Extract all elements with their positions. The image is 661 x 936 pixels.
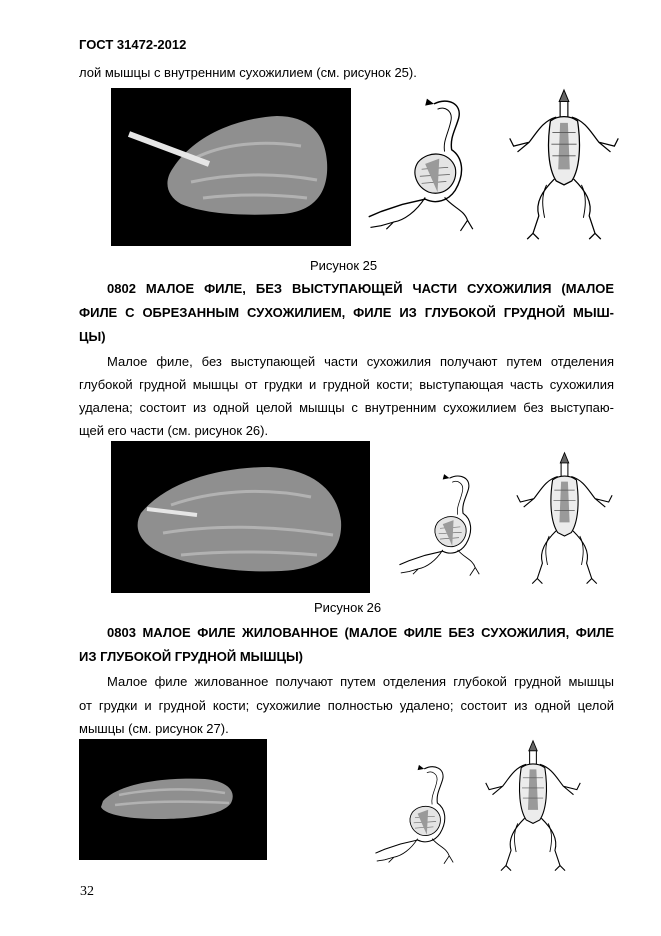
section-0802-title-line-2: ФИЛЕ С ОБРЕЗАННЫМ СУХОЖИЛИЕМ, ФИЛЕ ИЗ ГЛУБОКОЙ ГРУДНОЙ МЫШ- bbox=[79, 305, 614, 320]
figure-26-bird-front bbox=[512, 451, 617, 587]
fillet-trimmed-tendon-illustration bbox=[111, 441, 370, 593]
fillet-no-tendon-illustration bbox=[79, 739, 267, 860]
figure-26-caption: Рисунок 26 bbox=[314, 600, 382, 615]
fillet-with-tendon-illustration bbox=[111, 88, 351, 246]
figure-25-bird-front bbox=[503, 88, 625, 243]
intro-line: лой мышцы с внутренним сухожилием (см. рисунок 25). bbox=[79, 65, 417, 80]
figure-27-bird-front bbox=[478, 739, 588, 874]
section-0802-paragraph-line-1: Малое филе, без выступающей части сухожилия получают путем отделения bbox=[107, 354, 614, 369]
section-0803-title-line-1: 0803 МАЛОЕ ФИЛЕ ЖИЛОВАННОЕ (МАЛОЕ ФИЛЕ БЕЗ СУХОЖИЛИЯ, ФИЛЕ bbox=[107, 625, 614, 640]
document-standard-header: ГОСТ 31472-2012 bbox=[79, 37, 187, 52]
figure-26-bird-side bbox=[375, 466, 501, 581]
figure-25-caption: Рисунок 25 bbox=[310, 258, 378, 273]
section-0802-paragraph-line-3: удалена; состоит из одной целой мышцы с внутренним сухожилием без выступаю- bbox=[79, 400, 614, 415]
section-0802-title-line-1: 0802 МАЛОЕ ФИЛЕ, БЕЗ ВЫСТУПАЮЩЕЙ ЧАСТИ СУХОЖИЛИЯ (МАЛОЕ bbox=[107, 281, 614, 296]
section-0803-title-line-2: ИЗ ГЛУБОКОЙ ГРУДНОЙ МЫШЦЫ) bbox=[79, 649, 303, 664]
section-0802-title-line-3: ЦЫ) bbox=[79, 329, 106, 344]
figure-25-photo bbox=[111, 88, 351, 246]
figure-26-photo bbox=[111, 441, 370, 593]
section-0802-paragraph-line-4: щей его части (см. рисунок 26). bbox=[79, 423, 269, 438]
section-0803-paragraph-line-1: Малое филе жилованное получают путем отделения глубокой грудной мышцы bbox=[107, 674, 614, 689]
section-0802-paragraph-line-2: глубокой грудной мышцы от грудки и грудной кости; выступающая часть сухожилия bbox=[79, 377, 614, 392]
figure-25-bird-side bbox=[356, 88, 482, 238]
figure-27-photo bbox=[79, 739, 267, 860]
figure-27-bird-side bbox=[350, 757, 476, 869]
section-0803-paragraph-line-2: от грудки и грудной кости; сухожилие полностью удалено; состоит из одной целой bbox=[79, 698, 614, 713]
page-number: 32 bbox=[80, 884, 94, 899]
section-0803-paragraph-line-3: мышцы (см. рисунок 27). bbox=[79, 721, 229, 736]
